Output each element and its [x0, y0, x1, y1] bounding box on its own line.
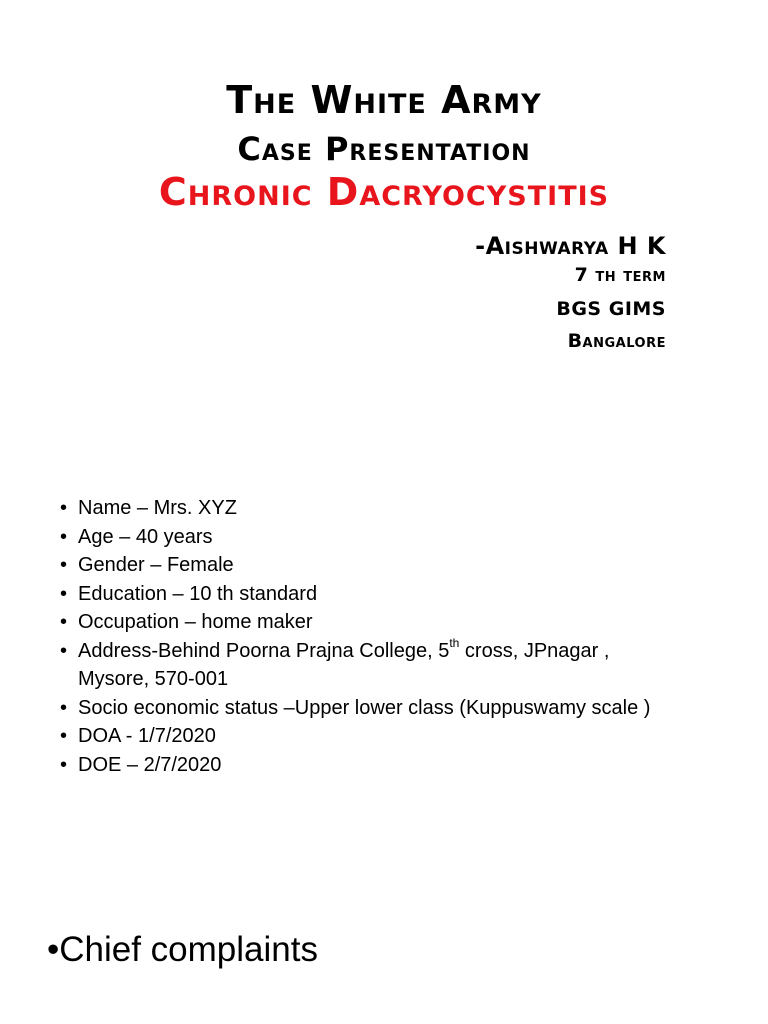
detail-socio-economic: • Socio economic status –Upper lower class (Kuppuswamy scale ) [60, 694, 740, 723]
address-text-cont: cross, JPnagar , [459, 639, 610, 662]
address-superscript: th [449, 635, 460, 650]
address-text: Address-Behind Poorna Prajna College, 5 [78, 639, 450, 662]
detail-doa: • DOA - 1/7/2020 [60, 722, 740, 751]
detail-gender: • Gender – Female [60, 551, 740, 580]
author-term: 7 th term [574, 264, 666, 286]
slide-title: The White Army [226, 78, 542, 122]
author-name: -Aishwarya H K [475, 232, 666, 260]
detail-name: • Name – Mrs. XYZ [60, 494, 740, 523]
detail-doe: • DOE – 2/7/2020 [60, 751, 740, 780]
author-college: BGS GIMS [556, 298, 666, 320]
address-line2: Mysore, 570-001 [78, 668, 229, 690]
slide-subtitle: Case Presentation [237, 130, 531, 168]
author-city: Bangalore [567, 330, 666, 352]
detail-education: • Education – 10 th standard [60, 580, 740, 609]
detail-address [60, 637, 740, 694]
case-topic-heading: Chronic Dacryocystitis [158, 170, 610, 214]
detail-occupation: • Occupation – home maker [60, 608, 740, 637]
chief-complaints-heading: •Chief complaints [47, 930, 318, 969]
patient-details-list [60, 494, 740, 779]
detail-age: • Age – 40 years [60, 523, 740, 552]
